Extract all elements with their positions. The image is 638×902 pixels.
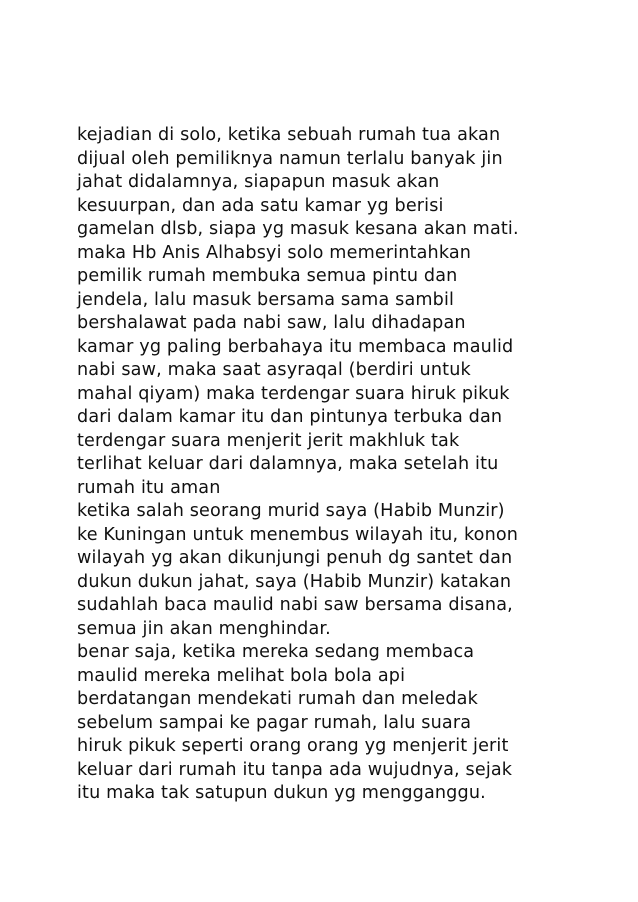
text-line: dari dalam kamar itu dan pintunya terbuka dan (77, 407, 503, 427)
text-line: semua jin akan menghindar. (77, 618, 331, 639)
text-line: ketika salah seorang murid saya (Habib Munzir) (77, 501, 505, 521)
text-line: kejadian di solo, ketika sebuah rumah tua akan (77, 125, 501, 145)
document-body (77, 124, 597, 806)
paragraph-1 (77, 124, 597, 500)
text-line: terlihat keluar dari dalamnya, maka setelah itu (77, 454, 499, 474)
text-line: terdengar suara menjerit jerit makhluk tak (77, 430, 460, 451)
text-line: dukun dukun jahat, saya (Habib Munzir) katakan (77, 571, 512, 592)
text-line: itu maka tak satupun dukun yg mengganggu. (77, 783, 486, 803)
text-line: dijual oleh pemiliknya namun terlalu banyak jin (77, 148, 503, 169)
text-line: jahat didalamnya, siapapun masuk akan (77, 172, 440, 192)
paragraph-3 (77, 641, 597, 806)
text-line: jendela, lalu masuk bersama sama sambil (77, 289, 455, 310)
text-line: maulid mereka melihat bola bola api (77, 665, 406, 686)
text-line: mahal qiyam) maka terdengar suara hiruk pikuk (77, 383, 510, 404)
text-line: maka Hb Anis Alhabsyi solo memerintahkan (77, 242, 472, 263)
text-line: gamelan dlsb, siapa yg masuk kesana akan mati. (77, 219, 519, 239)
text-line: wilayah yg akan dikunjungi penuh dg santet dan (77, 548, 513, 568)
text-line: rumah itu aman (77, 477, 221, 498)
text-line: sudahlah baca maulid nabi saw bersama disana, (77, 595, 513, 615)
text-line: kamar yg paling berbahaya itu membaca maulid (77, 336, 514, 357)
paragraph-2 (77, 500, 597, 641)
text-line: nabi saw, maka saat asyraqal (berdiri untuk (77, 360, 471, 380)
text-line: sebelum sampai ke pagar rumah, lalu suara (77, 712, 472, 733)
text-line: keluar dari rumah itu tanpa ada wujudnya, sejak (77, 759, 513, 780)
text-line: kesuurpan, dan ada satu kamar yg berisi (77, 195, 444, 216)
text-line: hiruk pikuk seperti orang orang yg menjerit jerit (77, 736, 509, 756)
text-line: ke Kuningan untuk menembus wilayah itu, konon (77, 524, 519, 545)
text-line: pemilik rumah membuka semua pintu dan (77, 266, 458, 286)
text-line: berdatangan mendekati rumah dan meledak (77, 689, 478, 709)
text-line: bershalawat pada nabi saw, lalu dihadapan (77, 313, 466, 333)
text-line: benar saja, ketika mereka sedang membaca (77, 642, 475, 662)
